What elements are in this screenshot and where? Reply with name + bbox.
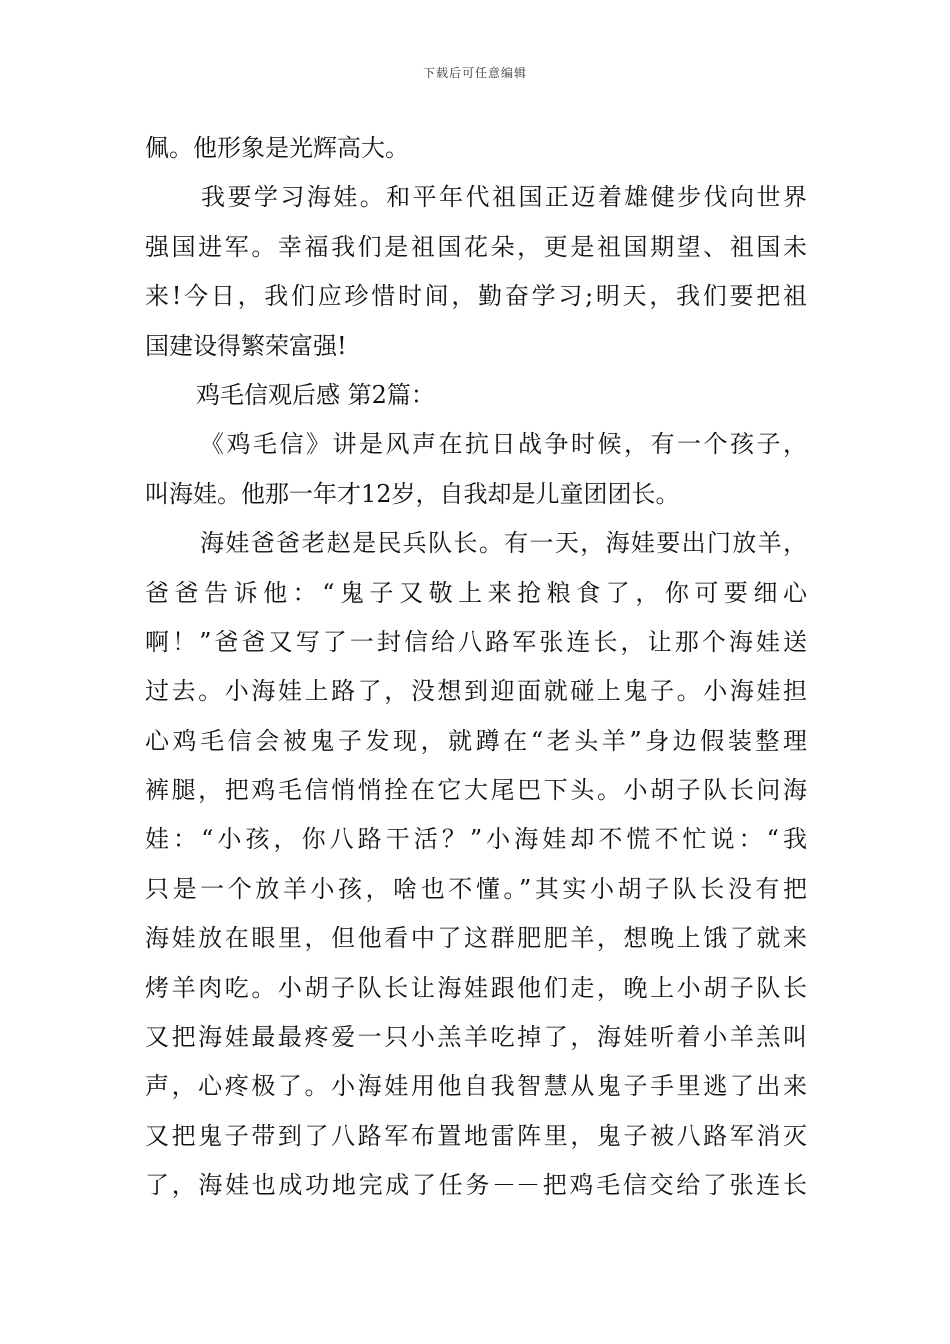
text-line: 娃：“小孩，你八路干活？”小海娃却不慌不忙说：“我 [145,825,807,854]
section-heading: 鸡毛信观后感 第2篇： [196,380,435,409]
text-line: 烤羊肉吃。小胡子队长让海娃跟他们走，晚上小胡子队长 [145,973,807,1002]
page-header: 下载后可任意编辑 [422,66,527,80]
text-line: 啊！”爸爸又写了一封信给八路军张连长，让那个海娃送 [145,627,807,656]
paragraph-start-line: 我要学习海娃。和平年代祖国正迈着雄健步伐向世界 [201,183,807,212]
text-line: 声，心疼极了。小海娃用他自我智慧从鬼子手里逃了出来 [145,1072,807,1101]
text-line: 只是一个放羊小孩，啥也不懂。”其实小胡子队长没有把 [145,874,807,903]
text-line: 海娃放在眼里，但他看中了这群肥肥羊，想晚上饿了就来 [145,924,807,953]
text-line: 裤腿，把鸡毛信悄悄拴在它大尾巴下头。小胡子队长问海 [145,776,807,805]
text-line: 爸爸告诉他：“鬼子又敬上来抢粮食了，你可要细心 [145,578,807,607]
text-line: 强国进军。幸福我们是祖国花朵，更是祖国期望、祖国未 [145,232,807,261]
text-line: 又把鬼子带到了八路军布置地雷阵里，鬼子被八路军消灭 [145,1121,807,1150]
document-body [145,124,807,1211]
text-line: 心鸡毛信会被鬼子发现，就蹲在“老头羊”身边假装整理 [145,726,807,755]
text-line: 过去。小海娃上路了，没想到迎面就碰上鬼子。小海娃担 [145,677,807,706]
text-line: 叫海娃。他那一年才12岁，自我却是儿童团团长。 [145,479,680,508]
text-line: 来!今日，我们应珍惜时间，勤奋学习;明天，我们要把祖 [145,282,807,311]
text-line: 佩。他形象是光辉高大。 [145,134,409,162]
paragraph-start-line: 海娃爸爸老赵是民兵队长。有一天，海娃要出门放羊， [200,529,807,558]
text-line: 国建设得繁荣富强! [145,331,347,360]
text-line: 又把海娃最最疼爱一只小羔羊吃掉了，海娃听着小羊羔叫 [145,1023,807,1052]
text-line: 了，海娃也成功地完成了任务－－把鸡毛信交给了张连长 [145,1171,807,1200]
paragraph-start-line: 《鸡毛信》讲是风声在抗日战争时候，有一个孩子， [200,430,807,459]
